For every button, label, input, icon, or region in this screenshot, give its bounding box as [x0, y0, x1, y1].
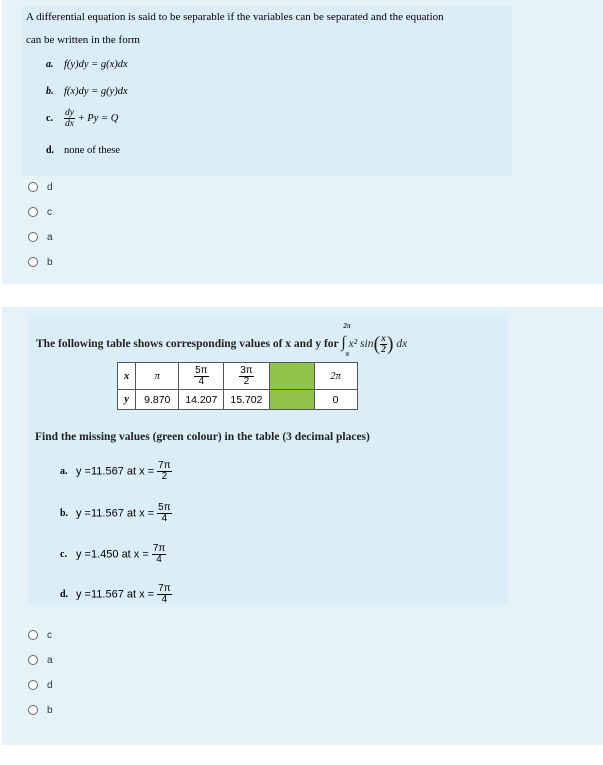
- fraction-denominator: dx: [65, 119, 74, 129]
- q1-answer-c[interactable]: [28, 207, 52, 218]
- y-value-cell: 9.870: [136, 390, 179, 410]
- option-letter: b.: [46, 86, 54, 97]
- x-value-cell: [224, 363, 269, 390]
- missing-y-cell: [269, 390, 314, 410]
- q1-option-a: [46, 59, 128, 70]
- option-letter: a.: [60, 466, 68, 478]
- radio-label: a: [47, 655, 53, 666]
- fraction-denominator: 2: [381, 345, 386, 355]
- radio-circle[interactable]: [28, 257, 38, 267]
- radio-label: b: [47, 705, 53, 716]
- option-fraction: [157, 503, 171, 524]
- integral-upper-limit: 2π: [343, 322, 351, 331]
- left-paren: (: [373, 333, 381, 355]
- radio-circle[interactable]: [28, 680, 38, 690]
- fraction-denominator: 4: [156, 554, 162, 565]
- integral-sign: ∫: [341, 334, 346, 352]
- option-letter: c.: [46, 112, 53, 124]
- radio-label: c: [47, 207, 52, 218]
- fraction-denominator: 4: [198, 375, 205, 387]
- radio-label: d: [47, 680, 53, 691]
- question-2-instruction: Find the missing values (green colour) in the table (3 decimal places): [35, 431, 370, 443]
- option-text: + Py = Q: [77, 112, 119, 124]
- x-value-cell: [179, 363, 224, 390]
- radio-label: d: [47, 182, 53, 193]
- radio-circle[interactable]: [28, 655, 38, 665]
- integral-lower-limit: π: [345, 350, 350, 359]
- x-over-2-fraction: [380, 334, 387, 355]
- y-value-cell: 14.207: [179, 390, 224, 410]
- fraction-denominator: 2: [161, 471, 168, 482]
- option-text: f(y)dy = g(x)dx: [64, 59, 128, 70]
- integrand: x² sin: [348, 338, 374, 351]
- option-text: none of these: [64, 145, 120, 156]
- question-2-prompt: [36, 322, 408, 359]
- q2-answer-c[interactable]: [28, 630, 52, 641]
- option-letter: a.: [46, 59, 54, 70]
- values-table: [117, 362, 358, 410]
- q1-answer-b[interactable]: [28, 257, 53, 268]
- fraction-numerator: dy: [65, 108, 74, 118]
- option-text: y =11.567 at x =: [76, 588, 155, 601]
- x-value-cell: 2π: [314, 363, 357, 390]
- radio-circle[interactable]: [28, 630, 38, 640]
- option-text: f(x)dy = g(y)dx: [64, 86, 128, 97]
- option-fraction: [157, 584, 171, 605]
- q1-option-d: [46, 145, 120, 156]
- option-letter: d.: [60, 589, 69, 601]
- q2-answer-d[interactable]: [28, 680, 53, 691]
- q2-answer-a[interactable]: [28, 655, 53, 666]
- option-fraction: [152, 544, 166, 565]
- radio-circle[interactable]: [28, 207, 38, 217]
- radio-circle[interactable]: [28, 232, 38, 242]
- y-value-cell: 0: [314, 390, 357, 410]
- y-label-cell: y: [118, 390, 136, 410]
- x-value-cell: π: [136, 363, 179, 390]
- q2-option-a: [60, 461, 172, 482]
- radio-circle[interactable]: [28, 182, 38, 192]
- q2-answer-b[interactable]: [28, 705, 53, 716]
- missing-x-cell: [269, 363, 314, 390]
- question-1-card: [2, 0, 603, 284]
- option-letter: c.: [60, 549, 67, 561]
- fraction-numerator: 7π: [158, 460, 171, 471]
- q1-option-b: [46, 86, 128, 97]
- table-row-x: [118, 363, 358, 390]
- dx: dx: [396, 338, 408, 351]
- fraction-denominator: 4: [161, 594, 168, 605]
- fraction-numerator: 5π: [158, 502, 171, 513]
- q1-answer-d[interactable]: [28, 182, 53, 193]
- q2-option-b: [60, 503, 172, 524]
- question-2-card: [2, 307, 603, 745]
- question-2-prefix: The following table shows corresponding values of x and y for: [36, 338, 339, 351]
- y-value-cell: 15.702: [224, 390, 269, 410]
- option-text: y =11.567 at x =: [76, 465, 155, 478]
- fraction-denominator: 2: [243, 375, 250, 387]
- right-paren: ): [386, 333, 394, 355]
- option-text: y =1.450 at x =: [76, 548, 149, 561]
- x-value-fraction: [239, 366, 253, 387]
- dy-dx-fraction: [64, 108, 75, 129]
- fraction-denominator: 4: [161, 513, 168, 524]
- question-1-line-1: A differential equation is said to be separable if the variables can be separated and the equation: [26, 11, 444, 23]
- integral-expression: [341, 322, 351, 359]
- radio-label: a: [47, 232, 53, 243]
- radio-label: c: [47, 630, 52, 641]
- q2-option-c: [60, 544, 166, 565]
- fraction-numerator: 3π: [240, 364, 253, 376]
- option-text: y =11.567 at x =: [76, 507, 155, 520]
- q1-option-c: [46, 108, 118, 129]
- fraction-numerator: x: [381, 334, 386, 344]
- q2-option-d: [60, 584, 172, 605]
- fraction-numerator: 5π: [195, 364, 208, 376]
- table-row-y: [118, 390, 358, 410]
- question-1-line-2: can be written in the form: [26, 34, 140, 46]
- option-letter: b.: [60, 508, 69, 520]
- x-value-fraction: [194, 366, 208, 387]
- option-letter: d.: [46, 145, 55, 156]
- q1-answer-a[interactable]: [28, 232, 53, 243]
- question-1-text-panel: [22, 6, 512, 176]
- fraction-numerator: 7π: [152, 543, 166, 554]
- fraction-numerator: 7π: [158, 583, 171, 594]
- radio-circle[interactable]: [28, 705, 38, 715]
- radio-label: b: [47, 257, 53, 268]
- option-fraction: [157, 461, 171, 482]
- x-label-cell: x: [118, 363, 136, 390]
